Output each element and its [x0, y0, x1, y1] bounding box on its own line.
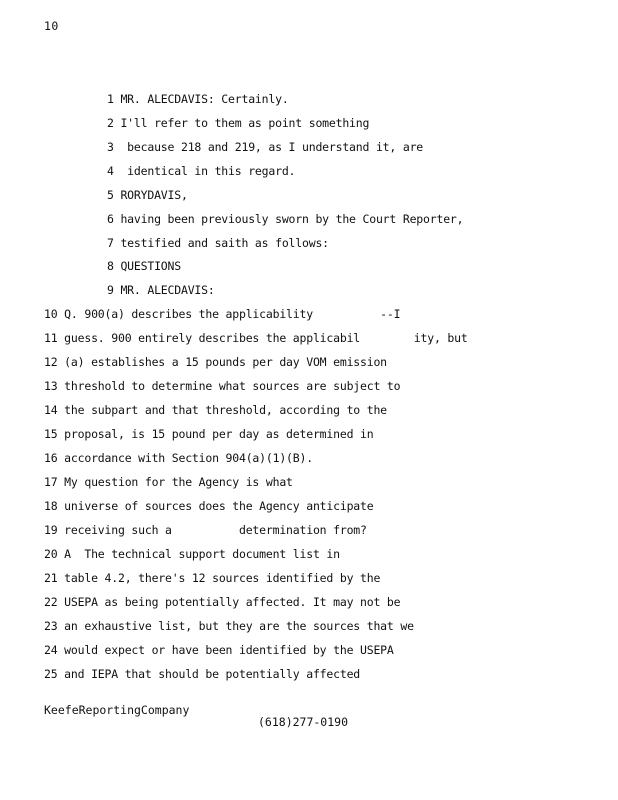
transcript-line: 19 receiving such a determination from? [44, 523, 367, 537]
transcript-line: 20 A The technical support document list in [44, 547, 340, 561]
transcript-line: 17 My question for the Agency is what [44, 475, 293, 489]
transcript-line: 5 RORYDAVIS, [107, 188, 188, 202]
transcript-line: 14 the subpart and that threshold, according to the [44, 403, 387, 417]
transcript-line: 21 table 4.2, there's 12 sources identified by the [44, 571, 381, 585]
transcript-line: 12 (a) establishes a 15 pounds per day VOM emission [44, 355, 387, 369]
transcript-line: 25 and IEPA that should be potentially affected [44, 667, 361, 681]
page-number: 10 [44, 19, 59, 33]
transcript-line: 18 universe of sources does the Agency anticipate [44, 499, 374, 513]
transcript-line: 1 MR. ALECDAVIS: Certainly. [107, 92, 289, 106]
footer-company: KeefeReportingCompany [44, 703, 190, 717]
transcript-line: 16 accordance with Section 904(a)(1)(B). [44, 451, 313, 465]
transcript-line: 4 identical in this regard. [107, 164, 296, 178]
transcript-line: 6 having been previously sworn by the Court Reporter, [107, 212, 464, 226]
transcript-line: 11 guess. 900 entirely describes the applicabil ity, but [44, 331, 468, 345]
transcript-line: 8 QUESTIONS [107, 259, 181, 273]
transcript-line: 13 threshold to determine what sources are subject to [44, 379, 401, 393]
transcript-line: 3 because 218 and 219, as I understand it, are [107, 140, 424, 154]
transcript-line: 2 I'll refer to them as point something [107, 116, 370, 130]
transcript-line: 24 would expect or have been identified by the USEPA [44, 643, 394, 657]
transcript-line: 10 Q. 900(a) describes the applicability --I [44, 307, 401, 321]
transcript-line: 9 MR. ALECDAVIS: [107, 283, 215, 297]
transcript-line: 15 proposal, is 15 pound per day as determined in [44, 427, 374, 441]
transcript-line: 7 testified and saith as follows: [107, 236, 329, 250]
transcript-line: 22 USEPA as being potentially affected. It may not be [44, 595, 401, 609]
transcript-line: 23 an exhaustive list, but they are the sources that we [44, 619, 414, 633]
footer-phone: (618)277-0190 [258, 715, 349, 729]
